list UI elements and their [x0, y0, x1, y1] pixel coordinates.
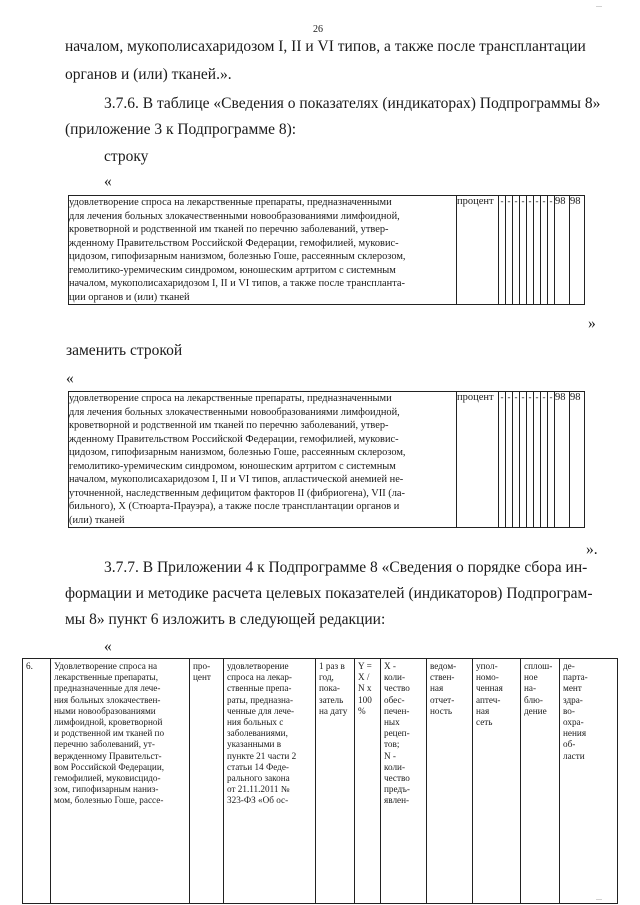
new-indicator-row — [68, 391, 585, 528]
old-indicator-row — [68, 195, 585, 305]
section-376-heading-2: (приложение 3 к Подпрограмме 8): — [65, 121, 297, 138]
p6-formula: Y = X / N x 100 % — [355, 659, 381, 904]
old-row-dash: - — [527, 196, 534, 305]
new-row-dash: - — [548, 392, 555, 528]
new-row-value: 98 — [570, 392, 585, 528]
intro-line-2: органов и (или) тканей.». — [65, 66, 232, 83]
open-quote-new: « — [66, 370, 74, 387]
old-row-unit: процент — [457, 196, 499, 305]
new-row-dash: - — [499, 392, 506, 528]
new-row-dash: - — [520, 392, 527, 528]
p6-num: 6. — [23, 659, 51, 904]
new-row-unit: процент — [457, 392, 499, 528]
new-row-dash: - — [513, 392, 520, 528]
p6-observation: сплош- ное на- блю- дение — [521, 659, 560, 904]
p6-frequency: 1 раз в год, пока- затель на дату — [316, 659, 355, 904]
p6-unit: про- цент — [190, 659, 224, 904]
replace-label: заменить строкой — [66, 342, 183, 359]
p6-indicator-name: Удовлетворение спроса на лекарственные препараты, предназначенные для лече- ния больных злокачествен- ными новообразованиями лимфоидной, кроветворной и родственной им тканей по перечню заболеваний, ут- вержденному Правительст- вом Российской Федерации, гемофилией, муковисцидо- зом, гипофизарным наниз- мом, болезнью Гоше, рассе- — [51, 659, 190, 904]
old-row-dash: - — [534, 196, 541, 305]
old-row-value: 98 — [555, 196, 570, 305]
new-row-description: удовлетворение спроса на лекарственные препараты, предназначенными для лечения больных злокачественными новообразованиями лимфоидной, кроветворной и родственной им тканей по перечню заболеваний, утвер- жденному Правительством Российской Федерации, гемофилией, муковис- цидозом, гипофизарным нанизмом, болезнью Гоше, рассеянным склерозом, гемолитико-уремическим синдромом, юношеским артритом с системным началом, мукополисахаридозом I, II и VI типов, апластической анемией не- уточненной, наследственным дефицитом факторов II (фибриогена), VII (ла- бильного), X (Стюарта-Прауэра), а также после трансплантации органов и (или) тканей — [69, 392, 457, 528]
old-row-description: удовлетворение спроса на лекарственные препараты, предназначенными для лечения больных злокачественными новообразованиями лимфоидной, кроветворной и родственной им тканей по перечню заболеваний, утвер- жденному Правительством Российской Федерации, гемофилией, муковис- цидозом, гипофизарным нанизмом, болезнью Гоше, рассеянным склерозом, гемолитико-уремическим синдромом, юношеским артритом с системным началом, мукополисахаридозом I, II и VI типов, а также после транспланта- ции органов и (или) тканей — [69, 196, 457, 305]
new-row-dash: - — [527, 392, 534, 528]
new-row-dash: - — [534, 392, 541, 528]
old-row-value: 98 — [570, 196, 585, 305]
p6-variables: X - коли- чество обес- печен- ных рецеп- тов; N - коли- чество предъ- явлен- — [381, 659, 427, 904]
old-row-dash: - — [513, 196, 520, 305]
page-number: 26 — [313, 24, 323, 35]
old-row-dash: - — [506, 196, 513, 305]
section-377-line-3: мы 8» пункт 6 изложить в следующей редакции: — [65, 611, 386, 628]
new-row-dash: - — [541, 392, 548, 528]
open-quote-old: « — [104, 173, 112, 190]
p6-definition: удовлетворение спроса на лекар- ственные препа- раты, предназна- ченные для лече- ния больных с заболеваниями, указанными в пункте 21 части 2 статьи 14 Феде- рального закона от 21.11.2011 № 323-ФЗ «Об ос- — [224, 659, 316, 904]
old-row-dash: - — [520, 196, 527, 305]
row-word: строку — [104, 148, 149, 165]
old-row-dash: - — [499, 196, 506, 305]
close-quote-new: ». — [586, 541, 598, 558]
old-row-dash: - — [548, 196, 555, 305]
intro-line-1: началом, мукополисахаридозом I, II и VI типов, а также после трансплантации — [65, 38, 586, 55]
old-row-dash: - — [541, 196, 548, 305]
corner-mark-top: ... — [596, 0, 602, 9]
open-quote-p6: « — [104, 638, 112, 655]
close-quote-old: » — [588, 315, 596, 332]
section-377-line-2: формации и методике расчета целевых показателей (индикаторов) Подпрограм- — [65, 585, 593, 602]
p6-responsible: де- парта- мент здра- во- охра- нения об- ласти — [560, 659, 618, 904]
new-row-value: 98 — [555, 392, 570, 528]
corner-mark-bottom: ... — [596, 893, 602, 902]
section-377-line-1: 3.7.7. В Приложении 4 к Подпрограмме 8 «Сведения о порядке сбора ин- — [104, 559, 588, 576]
section-376-heading-1: 3.7.6. В таблице «Сведения о показателях (индикаторах) Подпрограммы 8» — [104, 95, 601, 112]
point-6-table — [22, 658, 618, 904]
new-row-dash: - — [506, 392, 513, 528]
p6-method: ведом- ствен- ная отчет- ность — [427, 659, 473, 904]
p6-source: упол- номо- ченная аптеч- ная сеть — [473, 659, 521, 904]
